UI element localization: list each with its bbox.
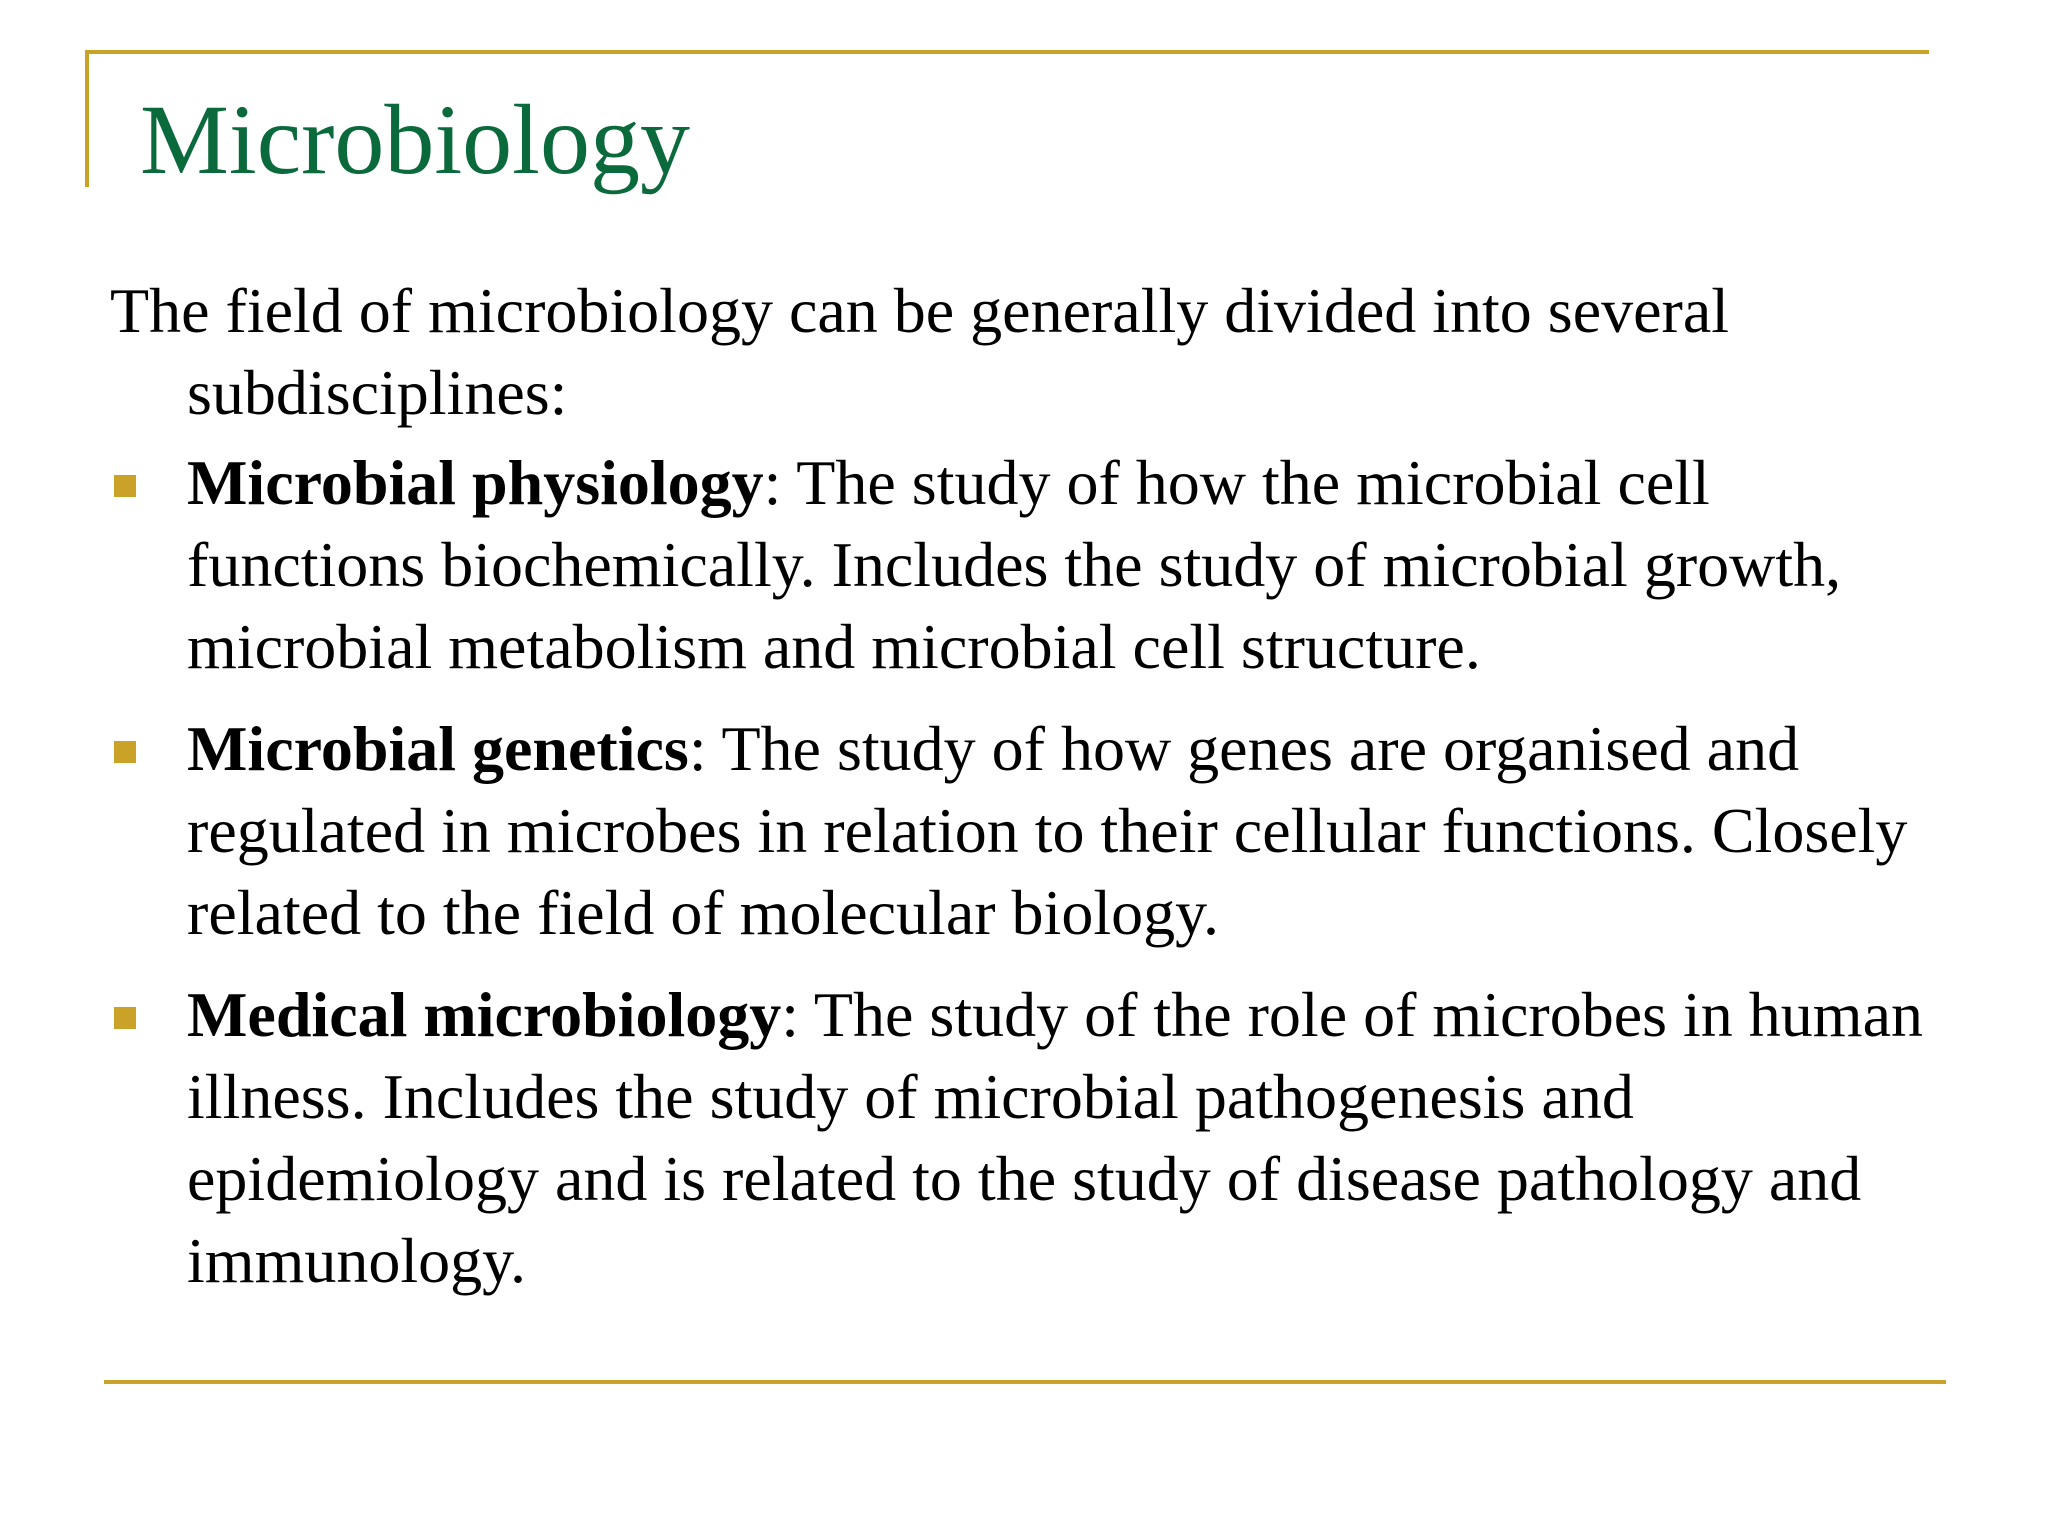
bullet-term: Microbial physiology [187,447,764,518]
bullet-term: Microbial genetics [187,713,689,784]
slide-title: Microbiology [140,84,690,195]
square-bullet-icon [114,741,136,763]
bullet-term: Medical microbiology [187,979,782,1050]
bullet-text: : The study of the role of microbes in human illness. Includes the study of microbial pathogenesis and epidemiology and is related to the study of disease pathology and immunology. [187,979,1923,1296]
title-accent-bar [85,50,89,187]
slide-body [110,270,1940,1322]
top-divider-line [85,50,1929,54]
bullet-text: : The study of how the microbial cell functions biochemically. Includes the study of microbial growth, microbial metabolism and microbial cell structure. [187,447,1842,682]
subdiscipline-list [110,442,1940,1302]
square-bullet-icon [114,1007,136,1029]
list-item [110,708,1940,954]
bottom-divider-line [104,1380,1946,1384]
list-item [110,974,1940,1302]
list-item [110,442,1940,688]
square-bullet-icon [114,475,136,497]
bullet-text: : The study of how genes are organised and regulated in microbes in relation to their cellular functions. Closely related to the field of molecular biology. [187,713,1908,948]
intro-text: The field of microbiology can be generally divided into several subdisciplines: [110,275,1729,428]
